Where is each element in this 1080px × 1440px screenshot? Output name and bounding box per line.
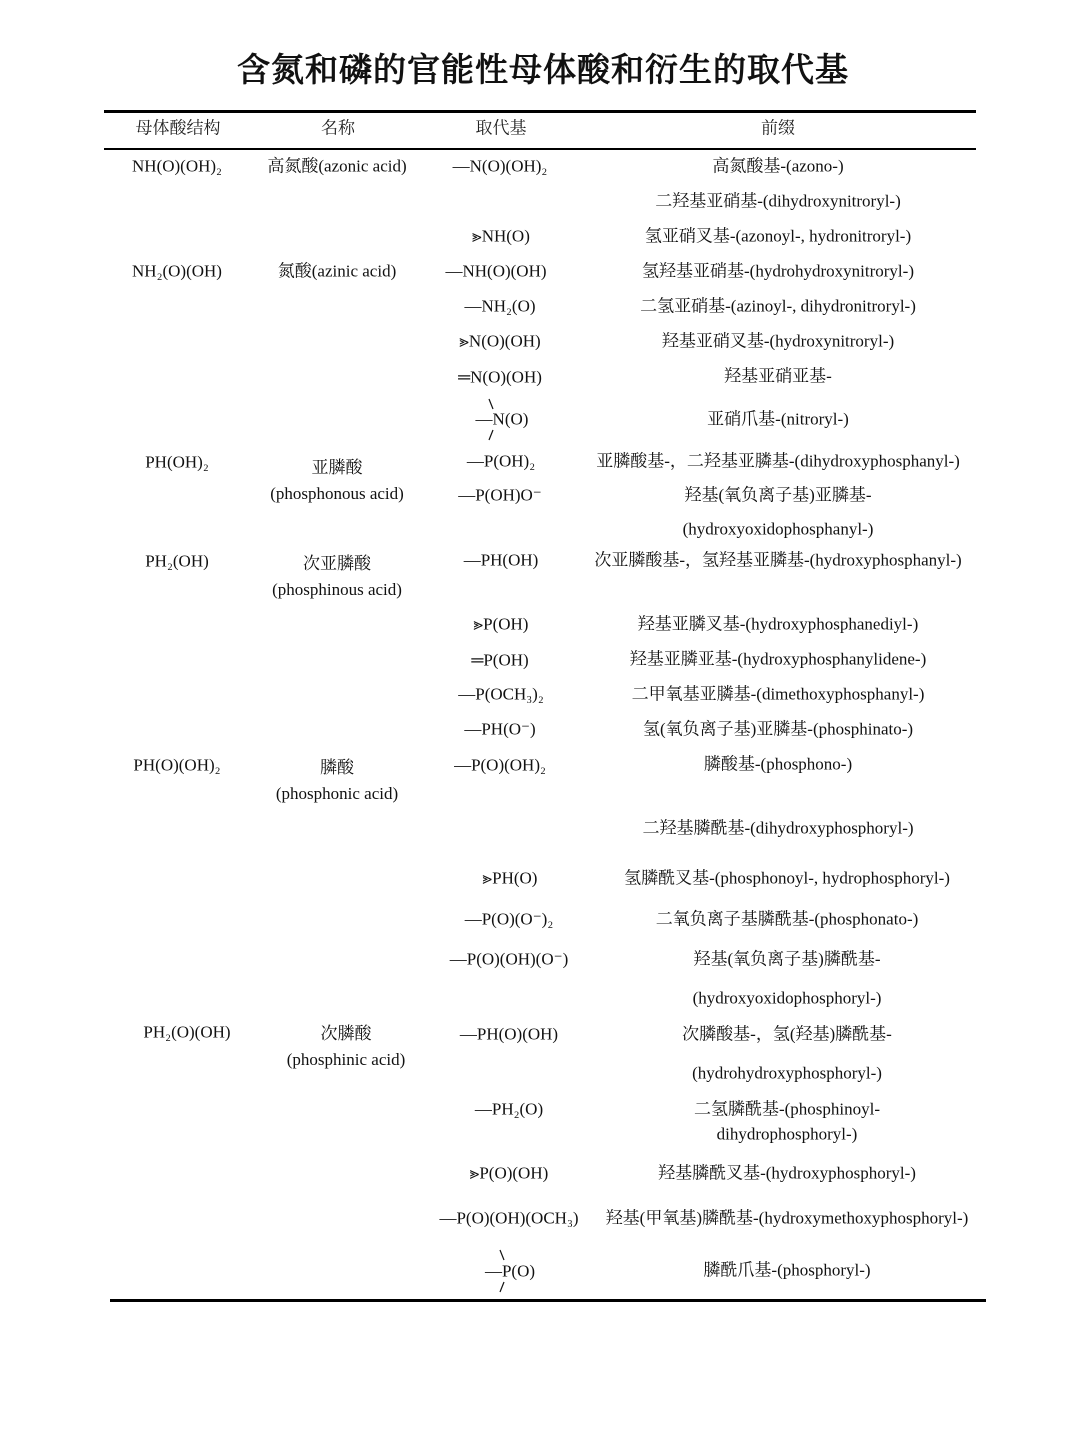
substituent: ═P(OH) xyxy=(471,650,529,670)
prefix: (hydrohydroxyphosphoryl-) xyxy=(692,1063,882,1083)
prefix: 羟基(甲氧基)膦酰基-(hydroxymethoxyphosphoryl-) xyxy=(605,1208,969,1228)
substituent: —PH(OH) xyxy=(463,550,539,570)
acid-name xyxy=(270,455,404,507)
substituent: —P(O)(O⁻)₂ xyxy=(464,909,554,929)
acid-structure: PH₂(OH) xyxy=(145,551,209,571)
prefix: 高氮酸基-(azono-) xyxy=(712,156,844,176)
table-bottom-rule xyxy=(110,1299,986,1302)
substituent: —P(O)(OH)(OCH₃) xyxy=(439,1208,579,1228)
acid-structure: PH(OH)₂ xyxy=(145,452,209,472)
acid-name-cn: 膦酸 xyxy=(320,758,354,777)
prefix: 次亚膦酸基-，氢羟基亚膦基-(hydroxyphosphanyl-) xyxy=(594,550,962,570)
prefix: 膦酰爪基-(phosphoryl-) xyxy=(703,1260,871,1280)
acid-name-cn: 次亚膦酸 xyxy=(303,554,371,573)
acid-name xyxy=(276,755,398,807)
substituent: ⪢P(OH) xyxy=(473,614,529,634)
substituent: —P(OH)O⁻ xyxy=(458,485,542,505)
prefix: 氢(氧负离子基)亚膦基-(phosphinato-) xyxy=(642,719,914,739)
substituent: —N(O) xyxy=(475,409,529,429)
acid-structure: PH(O)(OH)₂ xyxy=(133,755,221,775)
page-title: 含氮和磷的官能性母体酸和衍生的取代基 xyxy=(237,50,849,89)
acid-name-en: (phosphonous acid) xyxy=(270,484,404,503)
prefix: 二羟基膦酰基-(dihydroxyphosphoryl-) xyxy=(642,818,914,838)
prefix: 二氢亚硝基-(azinoyl-, dihydronitroryl-) xyxy=(640,296,916,316)
substituent: —NH₂(O) xyxy=(464,296,536,316)
prefix: 二氢膦酰基-(phosphinoyl- xyxy=(693,1099,881,1119)
substituent: —PH(O⁻) xyxy=(464,719,536,739)
substituent: —NH(O)(OH) xyxy=(445,261,547,281)
prefix: 亚硝爪基-(nitroryl-) xyxy=(707,409,849,429)
substituent: ⪢NH(O) xyxy=(472,226,530,246)
acid-name-cn: 亚膦酸 xyxy=(311,458,363,477)
acid-name xyxy=(272,551,402,603)
substituent: —P(O)(OH)(O⁻) xyxy=(449,949,569,969)
prefix: 膦酸基-(phosphono-) xyxy=(703,754,853,774)
substituent: —P(O) xyxy=(484,1261,536,1281)
table-top-rule xyxy=(104,110,976,113)
prefix: 羟基膦酰叉基-(hydroxyphosphoryl-) xyxy=(658,1163,916,1183)
acid-name-en: (phosphinic acid) xyxy=(286,1050,406,1069)
prefix: 羟基亚膦亚基-(hydroxyphosphanylidene-) xyxy=(629,649,927,669)
prefix: 二甲氧基亚膦基-(dimethoxyphosphanyl-) xyxy=(631,684,925,704)
substituent: ═N(O)(OH) xyxy=(458,367,542,387)
prefix: 次膦酸基-，氢(羟基)膦酰基- xyxy=(682,1024,892,1044)
column-header-substituent: 取代基 xyxy=(475,118,527,139)
substituent: —P(OH)₂ xyxy=(466,451,536,471)
prefix: 亚膦酸基-，二羟基亚膦基-(dihydroxyphosphanyl-) xyxy=(596,451,960,471)
table-header-rule xyxy=(104,148,976,150)
prefix: 氢膦酰叉基-(phosphonoyl-, hydrophosphoryl-) xyxy=(624,868,950,888)
acid-structure: NH₂(O)(OH) xyxy=(132,261,222,281)
prefix: 二羟基亚硝基-(dihydroxynitroryl-) xyxy=(655,191,901,211)
prefix: 羟基(氧负离子基)膦酰基- xyxy=(693,949,881,969)
prefix: (hydroxyoxidophosphanyl-) xyxy=(682,519,874,539)
column-header-structure: 母体酸结构 xyxy=(135,118,221,139)
column-header-prefix: 前缀 xyxy=(761,118,795,139)
acid-structure: NH(O)(OH)₂ xyxy=(132,156,222,176)
substituent: —P(O)(OH)₂ xyxy=(454,755,546,775)
acid-name xyxy=(287,1021,406,1073)
prefix: 羟基亚硝叉基-(hydroxynitroryl-) xyxy=(661,331,895,351)
substituent: —PH(O)(OH) xyxy=(459,1024,559,1044)
substituent: —P(OCH₃)₂ xyxy=(458,684,544,704)
substituent: ⪢N(O)(OH) xyxy=(459,331,541,351)
prefix: 氢亚硝叉基-(azonoyl-, hydronitroryl-) xyxy=(644,226,912,246)
substituent: —N(O)(OH)₂ xyxy=(452,156,548,176)
acid-name-en: (phosphonic acid) xyxy=(275,784,399,803)
substituent: ⪢PH(O) xyxy=(482,868,538,888)
column-header-name: 名称 xyxy=(321,118,355,139)
substituent: ⪢P(O)(OH) xyxy=(469,1163,549,1183)
acid-name-en: (phosphinous acid) xyxy=(272,580,402,599)
acid-structure: PH₂(O)(OH) xyxy=(143,1022,231,1042)
prefix: dihydrophosphoryl-) xyxy=(716,1124,858,1144)
acid-name-cn: 次膦酸 xyxy=(320,1024,372,1043)
prefix: 二氧负离子基膦酰基-(phosphonato-) xyxy=(655,909,919,929)
acid-name: 高氮酸(azonic acid) xyxy=(267,156,407,176)
acid-name: 氮酸(azinic acid) xyxy=(277,261,397,281)
prefix: 羟基亚膦叉基-(hydroxyphosphanediyl-) xyxy=(637,614,919,634)
prefix: 氢羟基亚硝基-(hydrohydroxynitroryl-) xyxy=(642,261,914,281)
prefix: (hydroxyoxidophosphoryl-) xyxy=(692,988,882,1008)
substituent: —PH₂(O) xyxy=(474,1099,544,1119)
prefix: 羟基亚硝亚基- xyxy=(724,366,832,386)
prefix: 羟基(氧负离子基)亚膦基- xyxy=(684,485,872,505)
